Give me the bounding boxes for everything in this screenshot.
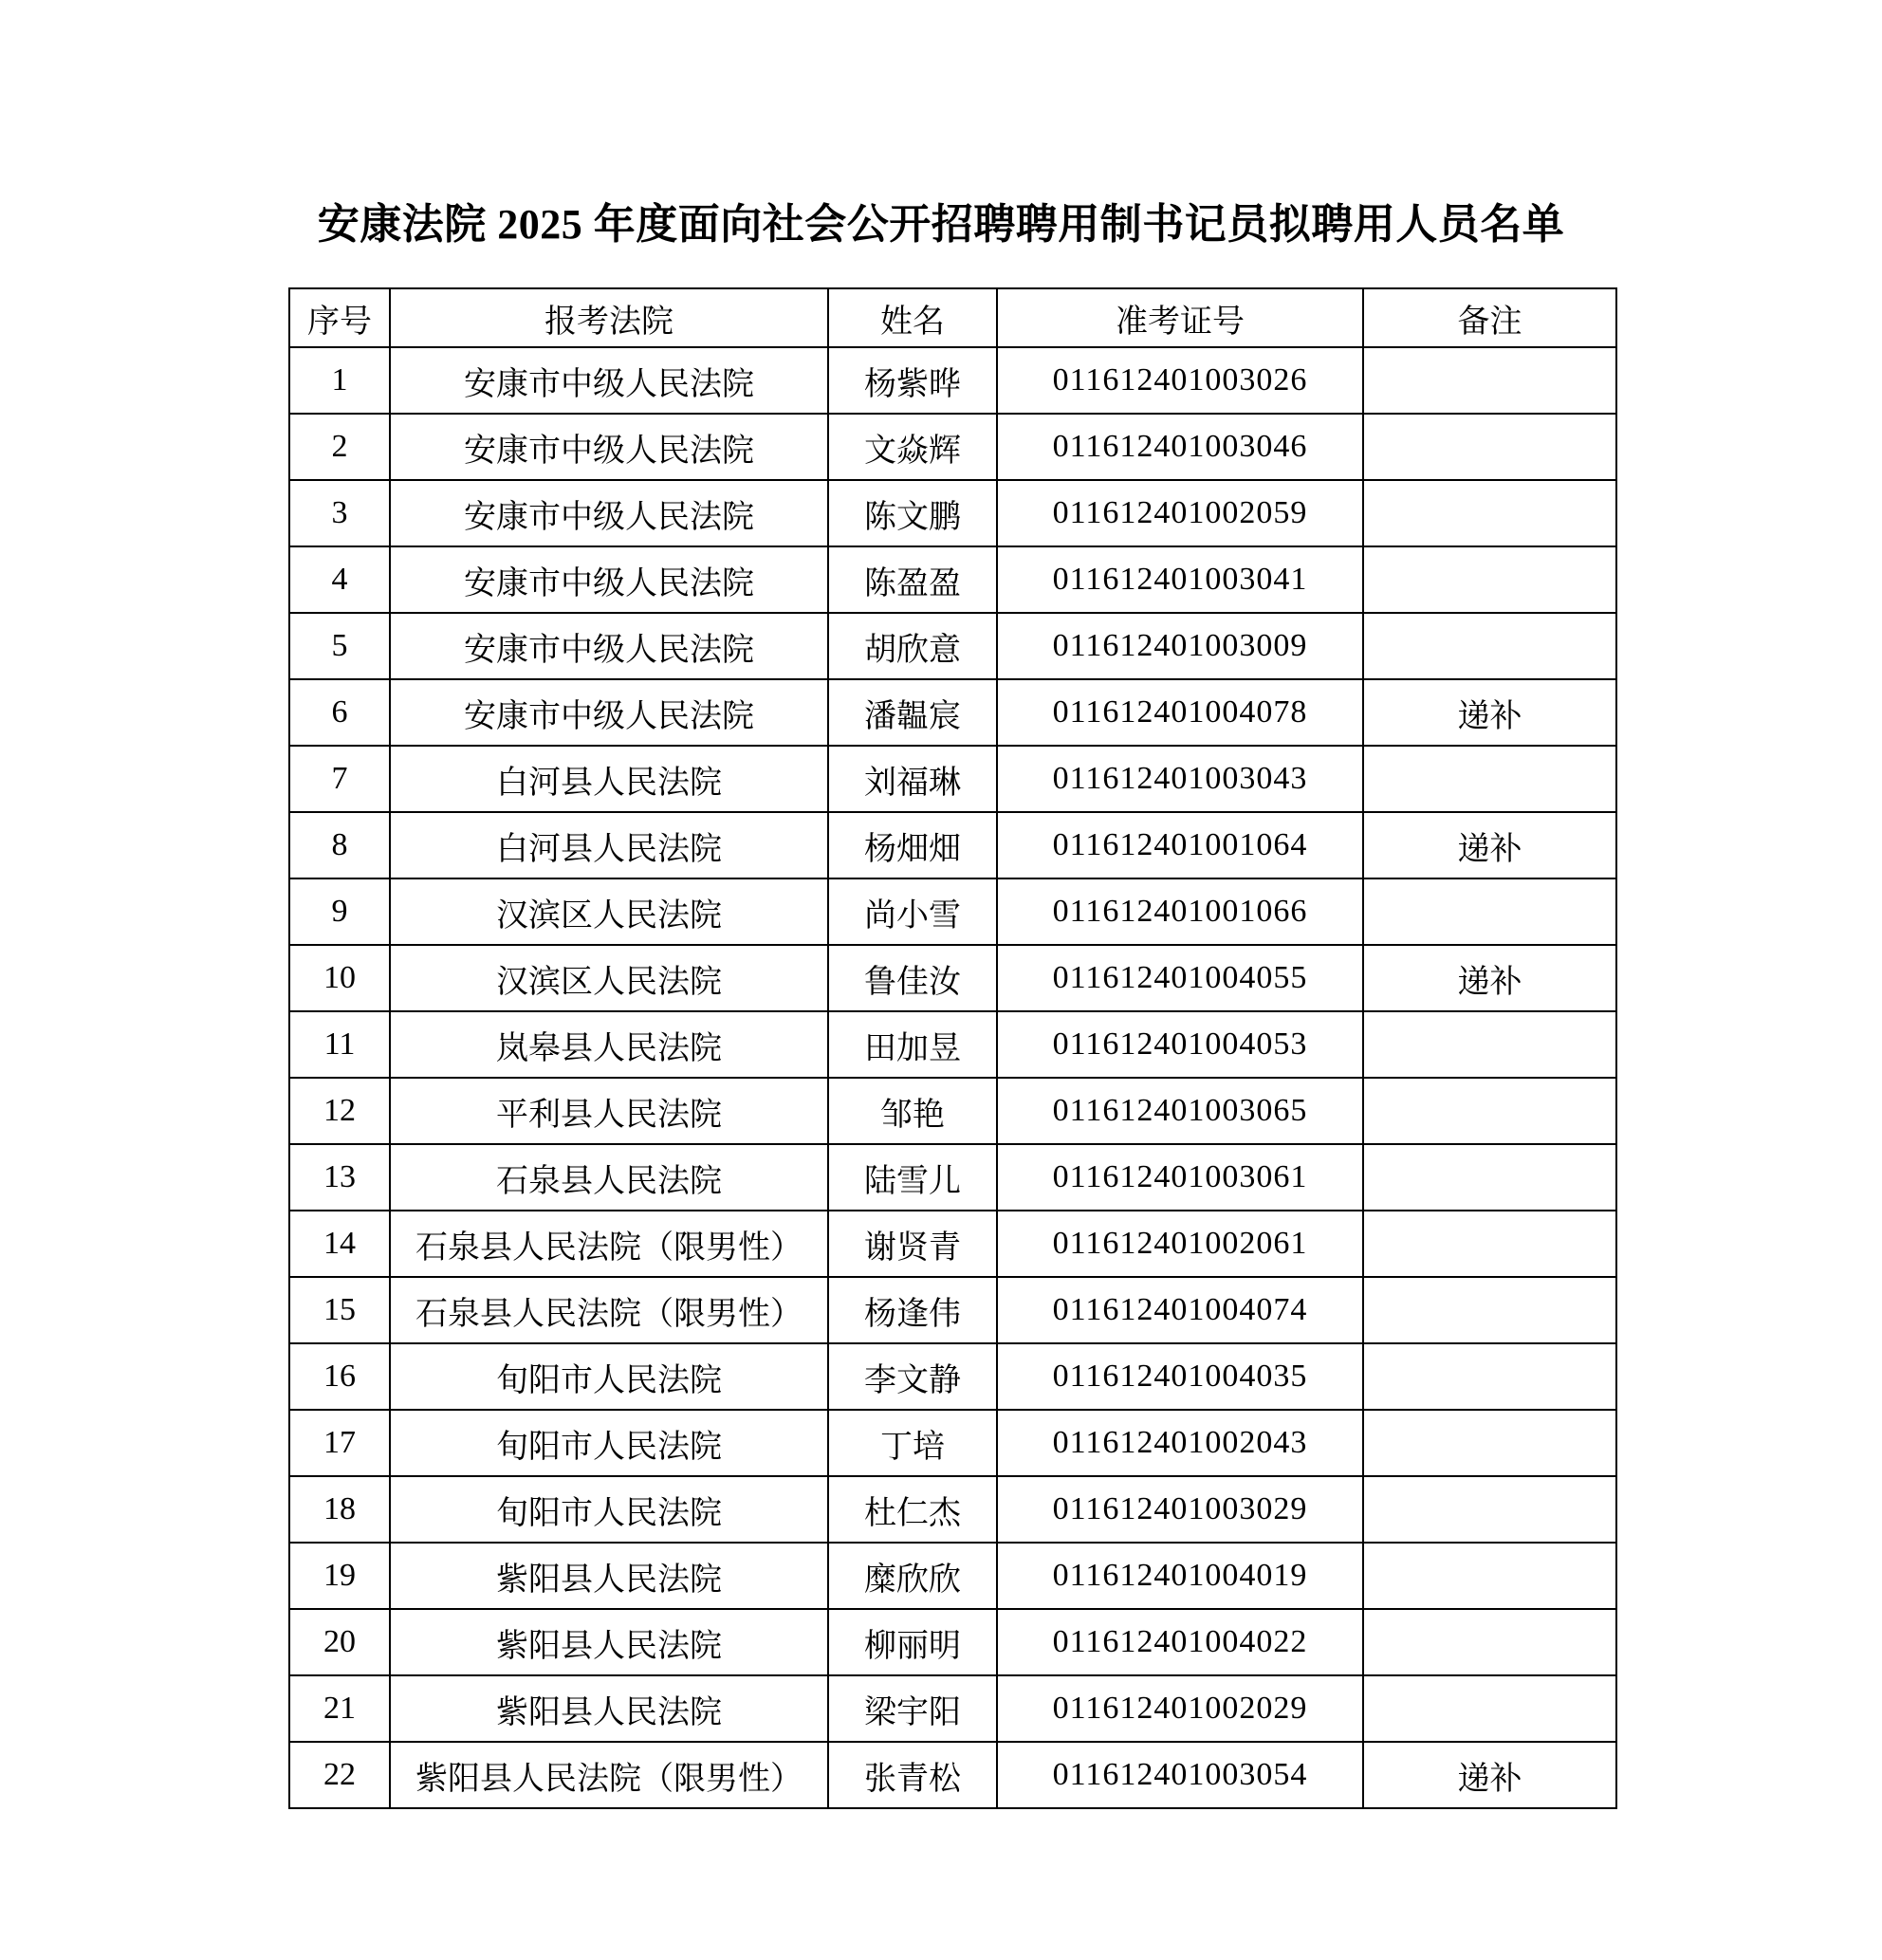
ticket-number-cell: 011612401003026: [997, 347, 1363, 414]
remark-cell: [1363, 746, 1616, 812]
name-cell: 胡欣意: [828, 613, 997, 679]
ticket-number-cell: 011612401003046: [997, 414, 1363, 480]
hired-personnel-table: [288, 287, 1617, 1809]
row-number-cell: 13: [289, 1144, 390, 1211]
row-number-cell: 6: [289, 679, 390, 746]
table-row: [289, 1410, 1616, 1476]
page-title: 安康法院 2025 年度面向社会公开招聘聘用制书记员拟聘用人员名单: [317, 201, 1565, 248]
name-cell: 张青松: [828, 1742, 997, 1808]
name-cell: 丁培: [828, 1410, 997, 1476]
table-row: [289, 613, 1616, 679]
table-row: [289, 1742, 1616, 1808]
table-row: [289, 1343, 1616, 1410]
table-row: [289, 1277, 1616, 1343]
remark-cell: 递补: [1363, 812, 1616, 878]
remark-cell: [1363, 1476, 1616, 1543]
court-cell: 白河县人民法院: [390, 812, 828, 878]
table-row: [289, 1211, 1616, 1277]
name-cell: 文焱辉: [828, 414, 997, 480]
court-cell: 安康市中级人民法院: [390, 546, 828, 613]
remark-cell: [1363, 1144, 1616, 1211]
ticket-number-cell: 011612401001066: [997, 878, 1363, 945]
ticket-number-cell: 011612401002059: [997, 480, 1363, 546]
court-cell: 汉滨区人民法院: [390, 878, 828, 945]
name-cell: 谢贤青: [828, 1211, 997, 1277]
remark-cell: [1363, 1609, 1616, 1675]
column-header-3: 准考证号: [997, 288, 1363, 347]
court-cell: 紫阳县人民法院: [390, 1609, 828, 1675]
court-cell: 旬阳市人民法院: [390, 1476, 828, 1543]
ticket-number-cell: 011612401004055: [997, 945, 1363, 1011]
row-number-cell: 19: [289, 1543, 390, 1609]
ticket-number-cell: 011612401003061: [997, 1144, 1363, 1211]
row-number-cell: 12: [289, 1078, 390, 1144]
ticket-number-cell: 011612401004053: [997, 1011, 1363, 1078]
ticket-number-cell: 011612401003041: [997, 546, 1363, 613]
ticket-number-cell: 011612401001064: [997, 812, 1363, 878]
remark-cell: 递补: [1363, 945, 1616, 1011]
table-row: [289, 1476, 1616, 1543]
table-row: [289, 945, 1616, 1011]
table-row: [289, 1609, 1616, 1675]
court-cell: 安康市中级人民法院: [390, 480, 828, 546]
court-cell: 岚皋县人民法院: [390, 1011, 828, 1078]
name-cell: 陈盈盈: [828, 546, 997, 613]
row-number-cell: 4: [289, 546, 390, 613]
ticket-number-cell: 011612401003065: [997, 1078, 1363, 1144]
court-cell: 安康市中级人民法院: [390, 347, 828, 414]
remark-cell: [1363, 1410, 1616, 1476]
ticket-number-cell: 011612401004074: [997, 1277, 1363, 1343]
table-body: [289, 347, 1616, 1808]
name-cell: 杨逢伟: [828, 1277, 997, 1343]
remark-cell: 递补: [1363, 679, 1616, 746]
court-cell: 安康市中级人民法院: [390, 679, 828, 746]
ticket-number-cell: 011612401004035: [997, 1343, 1363, 1410]
table-row: [289, 679, 1616, 746]
name-cell: 尚小雪: [828, 878, 997, 945]
table-row: [289, 812, 1616, 878]
row-number-cell: 11: [289, 1011, 390, 1078]
court-cell: 安康市中级人民法院: [390, 613, 828, 679]
name-cell: 杜仁杰: [828, 1476, 997, 1543]
row-number-cell: 17: [289, 1410, 390, 1476]
table-row: [289, 1144, 1616, 1211]
court-cell: 旬阳市人民法院: [390, 1343, 828, 1410]
name-cell: 刘福琳: [828, 746, 997, 812]
name-cell: 田加昱: [828, 1011, 997, 1078]
remark-cell: [1363, 1011, 1616, 1078]
court-cell: 平利县人民法院: [390, 1078, 828, 1144]
row-number-cell: 18: [289, 1476, 390, 1543]
table-row: [289, 1011, 1616, 1078]
court-cell: 紫阳县人民法院: [390, 1675, 828, 1742]
table-row: [289, 347, 1616, 414]
remark-cell: [1363, 347, 1616, 414]
court-cell: 安康市中级人民法院: [390, 414, 828, 480]
court-cell: 紫阳县人民法院: [390, 1543, 828, 1609]
remark-cell: [1363, 1343, 1616, 1410]
name-cell: 柳丽明: [828, 1609, 997, 1675]
name-cell: 杨畑畑: [828, 812, 997, 878]
ticket-number-cell: 011612401004022: [997, 1609, 1363, 1675]
remark-cell: [1363, 480, 1616, 546]
name-cell: 杨紫晔: [828, 347, 997, 414]
row-number-cell: 7: [289, 746, 390, 812]
column-header-1: 报考法院: [390, 288, 828, 347]
table-row: [289, 414, 1616, 480]
ticket-number-cell: 011612401004078: [997, 679, 1363, 746]
ticket-number-cell: 011612401002061: [997, 1211, 1363, 1277]
row-number-cell: 8: [289, 812, 390, 878]
row-number-cell: 3: [289, 480, 390, 546]
remark-cell: [1363, 613, 1616, 679]
remark-cell: [1363, 1277, 1616, 1343]
court-cell: 石泉县人民法院（限男性）: [390, 1211, 828, 1277]
ticket-number-cell: 011612401002029: [997, 1675, 1363, 1742]
name-cell: 李文静: [828, 1343, 997, 1410]
row-number-cell: 22: [289, 1742, 390, 1808]
row-number-cell: 9: [289, 878, 390, 945]
ticket-number-cell: 011612401004019: [997, 1543, 1363, 1609]
remark-cell: [1363, 1543, 1616, 1609]
remark-cell: [1363, 1211, 1616, 1277]
court-cell: 紫阳县人民法院（限男性）: [390, 1742, 828, 1808]
row-number-cell: 2: [289, 414, 390, 480]
remark-cell: 递补: [1363, 1742, 1616, 1808]
remark-cell: [1363, 414, 1616, 480]
court-cell: 石泉县人民法院: [390, 1144, 828, 1211]
name-cell: 陆雪儿: [828, 1144, 997, 1211]
table-row: [289, 546, 1616, 613]
table-row: [289, 878, 1616, 945]
ticket-number-cell: 011612401003054: [997, 1742, 1363, 1808]
column-header-0: 序号: [289, 288, 390, 347]
ticket-number-cell: 011612401003029: [997, 1476, 1363, 1543]
court-cell: 白河县人民法院: [390, 746, 828, 812]
name-cell: 潘韞宸: [828, 679, 997, 746]
table-row: [289, 1078, 1616, 1144]
table-row: [289, 746, 1616, 812]
table-row: [289, 1543, 1616, 1609]
name-cell: 梁宇阳: [828, 1675, 997, 1742]
row-number-cell: 20: [289, 1609, 390, 1675]
name-cell: 陈文鹏: [828, 480, 997, 546]
court-cell: 汉滨区人民法院: [390, 945, 828, 1011]
name-cell: 邹艳: [828, 1078, 997, 1144]
remark-cell: [1363, 1675, 1616, 1742]
court-cell: 石泉县人民法院（限男性）: [390, 1277, 828, 1343]
row-number-cell: 10: [289, 945, 390, 1011]
remark-cell: [1363, 1078, 1616, 1144]
row-number-cell: 1: [289, 347, 390, 414]
table-row: [289, 1675, 1616, 1742]
table-row: [289, 480, 1616, 546]
row-number-cell: 15: [289, 1277, 390, 1343]
remark-cell: [1363, 546, 1616, 613]
row-number-cell: 5: [289, 613, 390, 679]
court-cell: 旬阳市人民法院: [390, 1410, 828, 1476]
row-number-cell: 16: [289, 1343, 390, 1410]
ticket-number-cell: 011612401002043: [997, 1410, 1363, 1476]
column-header-2: 姓名: [828, 288, 997, 347]
name-cell: 鲁佳汝: [828, 945, 997, 1011]
ticket-number-cell: 011612401003043: [997, 746, 1363, 812]
ticket-number-cell: 011612401003009: [997, 613, 1363, 679]
row-number-cell: 21: [289, 1675, 390, 1742]
table-header-row: [289, 288, 1616, 347]
row-number-cell: 14: [289, 1211, 390, 1277]
column-header-4: 备注: [1363, 288, 1616, 347]
name-cell: 糜欣欣: [828, 1543, 997, 1609]
remark-cell: [1363, 878, 1616, 945]
